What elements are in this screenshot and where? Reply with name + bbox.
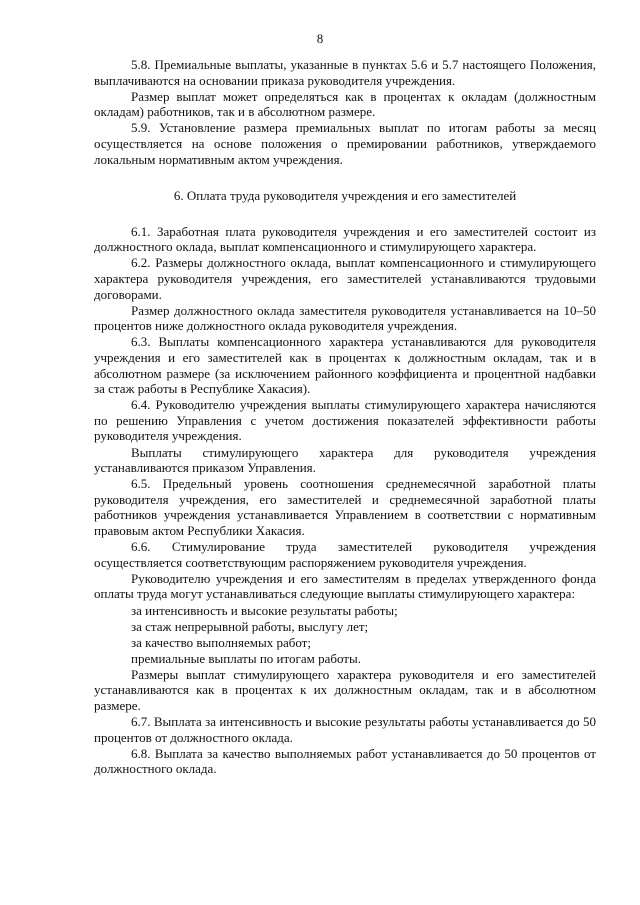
paragraph-deputy-salary: Размер должностного оклада заместителя руководителя устанавливается на 10–50 процентов ниже должностного оклада руководителя учреждения. [94, 302, 596, 334]
document-body [94, 57, 596, 778]
paragraph-6-5: 6.5. Предельный уровень соотношения среднемесячной заработной платы руководителя учреждения, его заместителей и среднемесячной заработной платы работников учреждения устанавливается Управлением в соответствии с нормативным правовым актом Республики Хакасия. [94, 476, 596, 539]
paragraph-5-8: 5.8. Премиальные выплаты, указанные в пунктах 5.6 и 5.7 настоящего Положения, выплачиваются на основании приказа руководителя учреждения. [94, 57, 596, 88]
paragraph-6-2: 6.2. Размеры должностного оклада, выплат компенсационного и стимулирующего характера руководителя учреждения, его заместителей устанавливаются трудовыми договорами. [94, 255, 596, 302]
paragraph-5-8-size: Размер выплат может определяться как в процентах к окладам (должностным окладам) работников, так и в абсолютном размере. [94, 88, 596, 120]
paragraph-payments-intro: Руководителю учреждения и его заместителям в пределах утвержденного фонда оплаты труда могут устанавливаться следующие выплаты стимулирующего характера: [94, 570, 596, 602]
paragraph-6-1: 6.1. Заработная плата руководителя учреждения и его заместителей состоит из должностного оклада, выплат компенсационного и стимулирующего характера. [94, 223, 596, 255]
list-item: за интенсивность и высокие результаты работы; [131, 602, 398, 618]
paragraph-payment-sizes: Размеры выплат стимулирующего характера руководителя и его заместителей устанавливаются как в процентах к их должностным окладам, так и в абсолютном размере. [94, 666, 596, 714]
list-item: за стаж непрерывной работы, выслугу лет; [131, 618, 369, 634]
paragraph-6-8: 6.8. Выплата за качество выполняемых работ устанавливается до 50 процентов от должностного оклада. [94, 745, 596, 777]
paragraph-6-3: 6.3. Выплаты компенсационного характера устанавливаются для руководителя учреждения и его заместителей как в процентах к должностным окладам, так и в абсолютном размере (за исключением районного коэффициента и процентной надбавки за стаж работы в Республике Хакасия). [94, 334, 596, 397]
page-number: 8 [316, 31, 324, 46]
section-heading: 6. Оплата труда руководителя учреждения и его заместителей [173, 188, 517, 204]
paragraph-6-6: 6.6. Стимулирование труда заместителей руководителя учреждения осуществляется соответствующим распоряжением руководителя учреждения. [94, 539, 596, 570]
paragraph-6-7: 6.7. Выплата за интенсивность и высокие результаты работы устанавливается до 50 процентов от должностного оклада. [94, 714, 596, 745]
paragraph-5-9: 5.9. Установление размера премиальных выплат по итогам работы за месяц осуществляется на основе положения о премировании работников, утверждаемого локальным нормативным актом учреждения. [94, 120, 596, 167]
list-item: за качество выполняемых работ; [131, 634, 311, 650]
paragraph-stimulating-order: Выплаты стимулирующего характера для руководителя учреждения устанавливаются приказом Управления. [94, 444, 596, 476]
list-item: премиальные выплаты по итогам работы. [131, 650, 361, 666]
paragraph-6-4: 6.4. Руководителю учреждения выплаты стимулирующего характера начисляются по решению Управления с учетом достижения показателей эффективности работы руководителя учреждения. [94, 397, 596, 444]
